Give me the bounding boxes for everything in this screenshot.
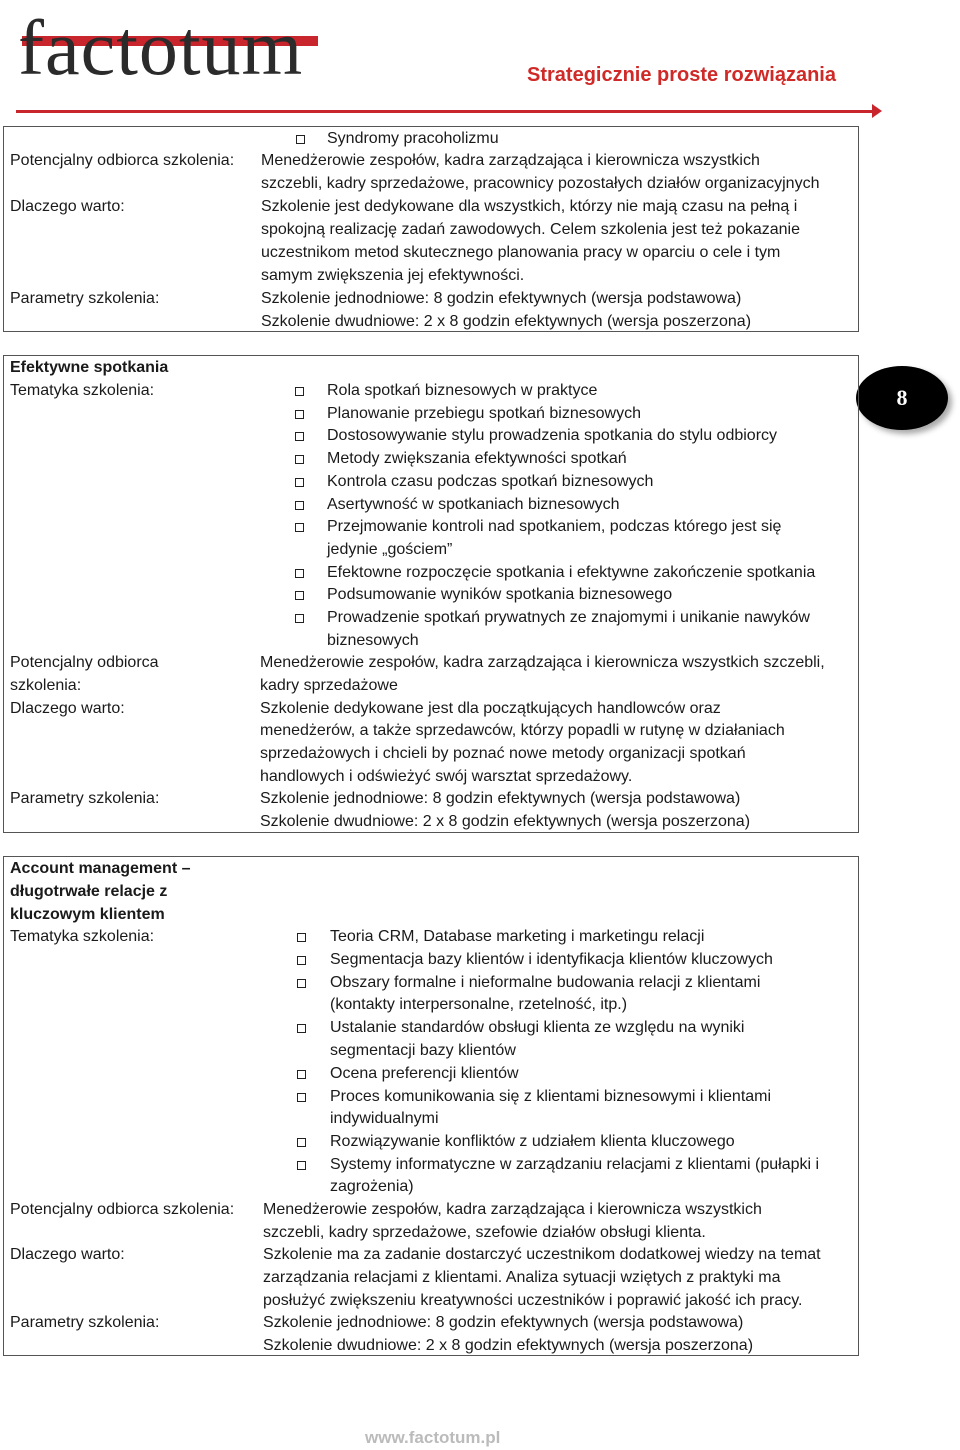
topic-item: Systemy informatyczne w zarządzaniu relacjami z klientami (pułapki i — [330, 1156, 820, 1173]
topic-item: Rozwiązywanie konfliktów z udziałem klienta kluczowego — [330, 1133, 735, 1150]
header-divider — [16, 110, 878, 113]
topic-item: biznesowych — [327, 632, 419, 649]
checkbox-bullet-icon — [295, 478, 304, 487]
why-text: handlowych i odświeżyć swój warsztat sprzedażowy. — [260, 768, 633, 785]
topic-item: Teoria CRM, Database marketing i marketingu relacji — [330, 928, 705, 945]
checkbox-bullet-icon — [295, 614, 304, 623]
topic-item: segmentacji bazy klientów — [330, 1042, 516, 1059]
checkbox-bullet-icon — [295, 569, 304, 578]
audience-text: szczebli, kadry sprzedażowe, pracownicy pozostałych działów organizacyjnych — [261, 175, 820, 192]
topic-item: (kontakty interpersonalne, rzetelność, itp.) — [330, 996, 628, 1013]
params-label: Parametry szkolenia: — [10, 790, 160, 807]
audience-label: Potencjalny odbiorca szkolenia: — [10, 1201, 235, 1218]
audience-label: Potencjalny odbiorca — [10, 654, 159, 671]
topic-item: Prowadzenie spotkań prywatnych ze znajomymi i unikanie nawyków — [327, 609, 810, 626]
params-label: Parametry szkolenia: — [10, 1314, 160, 1331]
checkbox-bullet-icon — [297, 1070, 306, 1079]
audience-text: Menedżerowie zespołów, kadra zarządzająca i kierownicza wszystkich szczebli, — [260, 654, 825, 671]
params-text: Szkolenie dwudniowe: 2 x 8 godzin efektywnych (wersja poszerzona) — [261, 313, 752, 330]
checkbox-bullet-icon — [297, 979, 306, 988]
logo: factotum — [18, 4, 304, 91]
checkbox-bullet-icon — [295, 410, 304, 419]
topic-item: Przejmowanie kontroli nad spotkaniem, podczas którego jest się — [327, 518, 782, 535]
topics-label: Tematyka szkolenia: — [10, 928, 155, 945]
checkbox-bullet-icon — [295, 455, 304, 464]
section-title: Efektywne spotkania — [10, 359, 169, 376]
tagline: Strategicznie proste rozwiązania — [527, 64, 836, 86]
section-title: kluczowym klientem — [10, 906, 165, 923]
why-text: Szkolenie dedykowane jest dla początkujących handlowców oraz — [260, 700, 721, 717]
checkbox-bullet-icon — [296, 135, 305, 144]
params-text: Szkolenie dwudniowe: 2 x 8 godzin efektywnych (wersja poszerzona) — [260, 813, 751, 830]
why-text: samym zwiększenia jej efektywności. — [261, 267, 525, 284]
topic-item: Metody zwiększania efektywności spotkań — [327, 450, 627, 467]
audience-text: Menedżerowie zespołów, kadra zarządzająca i kierownicza wszystkich — [263, 1201, 762, 1218]
topic-item: Planowanie przebiegu spotkań biznesowych — [327, 405, 641, 422]
section-title: Account management – — [10, 860, 191, 877]
audience-text: szczebli, kadry sprzedażowe, szefowie działów obsługi klienta. — [263, 1224, 706, 1241]
checkbox-bullet-icon — [297, 956, 306, 965]
checkbox-bullet-icon — [297, 1024, 306, 1033]
topic-item: Ustalanie standardów obsługi klienta ze względu na wyniki — [330, 1019, 745, 1036]
footer-url[interactable]: www.factotum.pl — [365, 1428, 501, 1447]
params-text: Szkolenie jednodniowe: 8 godzin efektywnych (wersja podstawowa) — [260, 790, 741, 807]
topic-item: Kontrola czasu podczas spotkań biznesowych — [327, 473, 654, 490]
page-number-badge: 8 — [856, 366, 948, 430]
topic-item: Syndromy pracoholizmu — [327, 130, 499, 147]
why-text: sprzedażowych i chcieli by poznać nowe metody organizacji spotkań — [260, 745, 746, 762]
topics-label: Tematyka szkolenia: — [10, 382, 155, 399]
why-text: posłużyć zwiększeniu kreatywności uczestników i poprawić jakość ich pracy. — [263, 1292, 803, 1309]
why-text: Szkolenie ma za zadanie dostarczyć uczestnikom dodatkowej wiedzy na temat — [263, 1246, 821, 1263]
topic-item: Dostosowywanie stylu prowadzenia spotkania do stylu odbiorcy — [327, 427, 778, 444]
checkbox-bullet-icon — [295, 523, 304, 532]
audience-label: szkolenia: — [10, 677, 82, 694]
arrow-right-icon — [872, 104, 882, 118]
topic-item: indywidualnymi — [330, 1110, 439, 1127]
why-label: Dlaczego warto: — [10, 198, 125, 215]
checkbox-bullet-icon — [297, 1093, 306, 1102]
topic-item: Podsumowanie wyników spotkania biznesowego — [327, 586, 673, 603]
why-text: Szkolenie jest dedykowane dla wszystkich, którzy nie mają czasu na pełną i — [261, 198, 798, 215]
topic-item: jedynie „gościem” — [327, 541, 453, 558]
params-label: Parametry szkolenia: — [10, 290, 160, 307]
why-text: menedżerów, a także sprzedawców, którzy popadli w rutynę w działaniach — [260, 722, 785, 739]
topic-item: Ocena preferencji klientów — [330, 1065, 519, 1082]
why-label: Dlaczego warto: — [10, 1246, 125, 1263]
topic-item: Proces komunikowania się z klientami biznesowymi i klientami — [330, 1088, 772, 1105]
checkbox-bullet-icon — [297, 1138, 306, 1147]
audience-text: kadry sprzedażowe — [260, 677, 398, 694]
why-label: Dlaczego warto: — [10, 700, 125, 717]
audience-text: Menedżerowie zespołów, kadra zarządzająca i kierownicza wszystkich — [261, 152, 760, 169]
topic-item: Segmentacja bazy klientów i identyfikacja klientów kluczowych — [330, 951, 773, 968]
params-text: Szkolenie dwudniowe: 2 x 8 godzin efektywnych (wersja poszerzona) — [263, 1337, 754, 1354]
why-text: zarządzania relacjami z klientami. Analiza sytuacji wziętych z praktyki ma — [263, 1269, 781, 1286]
why-text: uczestnikom metod skutecznego planowania pracy w oparciu o cele i tym — [261, 244, 781, 261]
topic-item: Efektowne rozpoczęcie spotkania i efektywne zakończenie spotkania — [327, 564, 816, 581]
audience-label: Potencjalny odbiorca szkolenia: — [10, 152, 235, 169]
why-text: spokojną realizację zadań zawodowych. Celem szkolenia jest też pokazanie — [261, 221, 800, 238]
checkbox-bullet-icon — [295, 591, 304, 600]
topic-item: Obszary formalne i nieformalne budowania relacji z klientami — [330, 974, 761, 991]
params-text: Szkolenie jednodniowe: 8 godzin efektywnych (wersja podstawowa) — [263, 1314, 744, 1331]
checkbox-bullet-icon — [295, 387, 304, 396]
checkbox-bullet-icon — [295, 432, 304, 441]
section-title: długotrwałe relacje z — [10, 883, 168, 900]
topic-item: zagrożenia) — [330, 1178, 414, 1195]
checkbox-bullet-icon — [295, 501, 304, 510]
params-text: Szkolenie jednodniowe: 8 godzin efektywnych (wersja podstawowa) — [261, 290, 742, 307]
checkbox-bullet-icon — [297, 1161, 306, 1170]
topic-item: Rola spotkań biznesowych w praktyce — [327, 382, 598, 399]
checkbox-bullet-icon — [297, 933, 306, 942]
topic-item: Asertywność w spotkaniach biznesowych — [327, 496, 620, 513]
